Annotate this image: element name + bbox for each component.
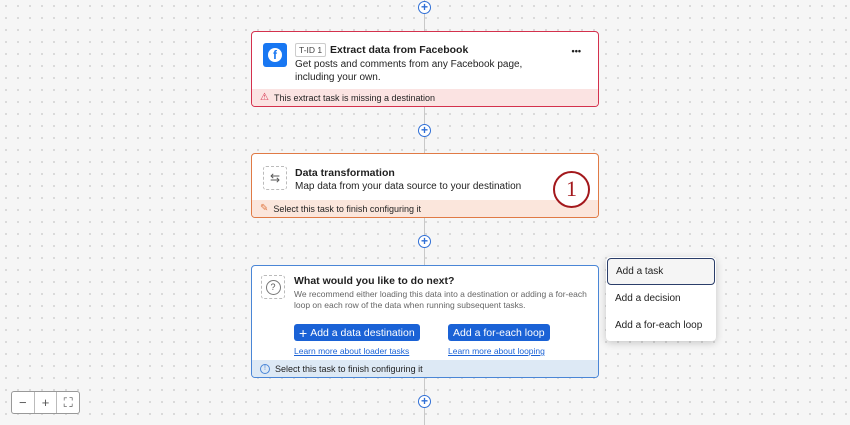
- task-id-badge: T-ID 1: [295, 43, 326, 57]
- missing-destination-warning: [252, 89, 598, 106]
- card-title: What would you like to do next?: [294, 275, 455, 287]
- menu-item-add-for-each-loop[interactable]: Add a for-each loop: [615, 320, 703, 331]
- learn-loader-link[interactable]: Learn more about loader tasks: [294, 346, 410, 356]
- plus-icon: +: [299, 324, 308, 341]
- add-step-menu: [606, 257, 716, 341]
- menu-item-add-task[interactable]: Add a task: [607, 258, 715, 285]
- edit-icon: ✎: [260, 203, 269, 214]
- fit-to-screen-icon[interactable]: ⛶: [63, 395, 73, 410]
- hint-text: Select this task to finish configuring it: [275, 363, 423, 374]
- facebook-icon: f: [263, 43, 287, 67]
- add-data-destination-button[interactable]: [294, 324, 420, 341]
- add-step-button[interactable]: +: [418, 235, 431, 248]
- extract-task-card[interactable]: [251, 31, 599, 107]
- zoom-controls: [11, 391, 80, 414]
- zoom-out-button[interactable]: −: [12, 392, 35, 413]
- transform-icon: ⇆: [263, 166, 287, 190]
- callout-badge: 1: [553, 171, 590, 208]
- zoom-in-button[interactable]: +: [35, 392, 58, 413]
- next-step-card[interactable]: [251, 265, 599, 378]
- configure-hint: [252, 200, 598, 217]
- warning-icon: ⚠: [260, 92, 269, 103]
- add-step-button[interactable]: +: [418, 124, 431, 137]
- transform-task-card[interactable]: [251, 153, 599, 218]
- button-label: Add a data destination: [310, 326, 415, 339]
- learn-looping-link[interactable]: Learn more about looping: [448, 346, 545, 356]
- add-step-button[interactable]: +: [418, 1, 431, 14]
- task-title: Data transformation: [295, 167, 395, 179]
- card-description: We recommend either loading this data into a destination or adding a for-each loop on each row of the data when running subsequent tasks.: [294, 289, 587, 310]
- add-for-each-loop-button[interactable]: [448, 324, 550, 341]
- task-description: Get posts and comments from any Facebook page, including your own.: [295, 59, 523, 83]
- add-step-button[interactable]: +: [418, 395, 431, 408]
- menu-item-add-decision[interactable]: Add a decision: [615, 293, 681, 304]
- question-icon: ?: [261, 275, 285, 299]
- warning-text: This extract task is missing a destination: [273, 92, 436, 103]
- button-label: Add a for-each loop: [453, 326, 545, 339]
- task-title: Extract data from Facebook: [330, 44, 469, 56]
- more-options-button[interactable]: •••: [571, 46, 581, 56]
- configure-hint: [252, 360, 598, 377]
- hint-text: Select this task to finish configuring it: [273, 203, 421, 214]
- task-description: Map data from your data source to your destination: [295, 181, 522, 192]
- info-icon: !: [260, 364, 270, 374]
